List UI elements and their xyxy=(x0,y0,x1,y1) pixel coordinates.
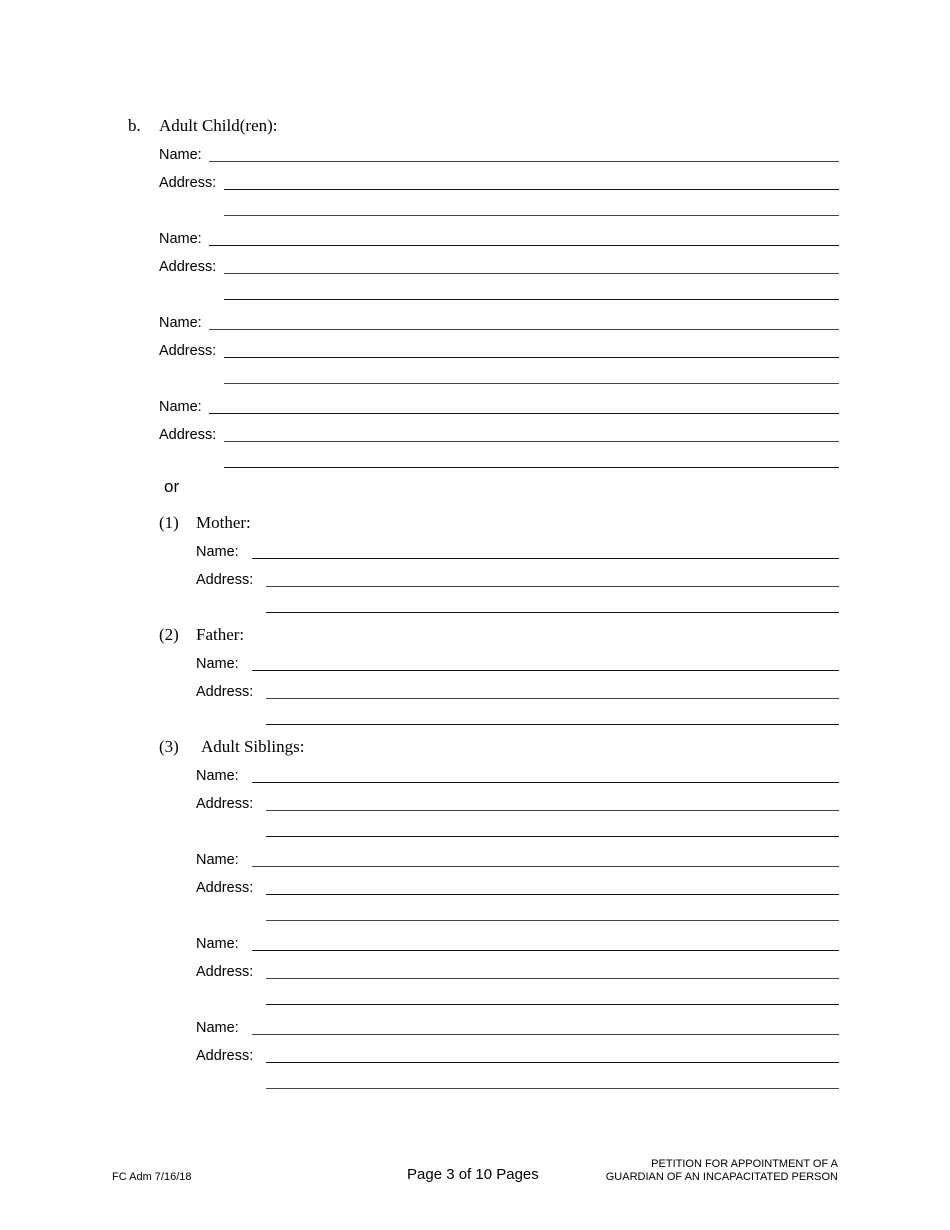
mother-name-field[interactable] xyxy=(252,558,839,559)
name-label: Name: xyxy=(159,147,202,163)
father-name-field[interactable] xyxy=(252,670,839,671)
name-label: Name: xyxy=(196,544,239,560)
sibling-4-name-row xyxy=(196,1017,839,1037)
address-label: Address: xyxy=(196,684,254,700)
name-label: Name: xyxy=(196,1020,239,1036)
child-2-address-row xyxy=(159,256,839,276)
address-label: Address: xyxy=(196,880,254,896)
child-1-address-line-2[interactable] xyxy=(224,215,839,216)
sibling-1-name-field[interactable] xyxy=(252,782,839,783)
sibling-3-name-field[interactable] xyxy=(252,950,839,951)
father-address-line-2[interactable] xyxy=(266,724,839,725)
sibling-3-name-row xyxy=(196,933,839,953)
name-label: Name: xyxy=(196,852,239,868)
father-address-field[interactable] xyxy=(266,698,839,699)
sibling-4-address-field[interactable] xyxy=(266,1062,839,1063)
sibling-2-address-field[interactable] xyxy=(266,894,839,895)
section-b-title: Adult Child(ren): xyxy=(159,116,278,135)
child-2-address-field[interactable] xyxy=(224,273,839,274)
name-label: Name: xyxy=(159,231,202,247)
name-label: Name: xyxy=(196,768,239,784)
father-number: (2) xyxy=(159,625,179,644)
footer-form-title xyxy=(606,1158,838,1184)
sibling-3-address-line-2[interactable] xyxy=(266,1004,839,1005)
siblings-number: (3) xyxy=(159,737,179,756)
address-label: Address: xyxy=(196,964,254,980)
sibling-1-name-row xyxy=(196,765,839,785)
footer-title-line-2: GUARDIAN OF AN INCAPACITATED PERSON xyxy=(605,1171,838,1183)
sibling-2-name-row xyxy=(196,849,839,869)
name-label: Name: xyxy=(196,936,239,952)
sibling-1-address-row xyxy=(196,793,839,813)
child-4-address-row xyxy=(159,424,839,444)
child-3-name-field[interactable] xyxy=(209,329,839,330)
child-2-name-field[interactable] xyxy=(209,245,839,246)
child-2-address-line-2[interactable] xyxy=(224,299,839,300)
child-3-address-field[interactable] xyxy=(224,357,839,358)
child-1-name-field[interactable] xyxy=(209,161,839,162)
sibling-2-address-row xyxy=(196,877,839,897)
child-3-name-row xyxy=(159,312,839,332)
section-b-marker: b. xyxy=(128,116,141,135)
sibling-3-address-row xyxy=(196,961,839,981)
child-2-name-row xyxy=(159,228,839,248)
address-label: Address: xyxy=(196,796,254,812)
child-4-name-field[interactable] xyxy=(209,413,839,414)
footer-title-line-1: PETITION FOR APPOINTMENT OF A xyxy=(651,1158,838,1170)
sibling-4-name-field[interactable] xyxy=(252,1034,839,1035)
child-3-address-row xyxy=(159,340,839,360)
mother-number: (1) xyxy=(159,513,179,532)
mother-address-field[interactable] xyxy=(266,586,839,587)
child-1-name-row xyxy=(159,144,839,164)
footer-form-id: FC Adm 7/16/18 xyxy=(112,1171,192,1183)
address-label: Address: xyxy=(159,427,217,443)
address-label: Address: xyxy=(159,175,217,191)
name-label: Name: xyxy=(159,399,202,415)
address-label: Address: xyxy=(196,1048,254,1064)
address-label: Address: xyxy=(159,343,217,359)
child-4-address-line-2[interactable] xyxy=(224,467,839,468)
mother-address-line-2[interactable] xyxy=(266,612,839,613)
father-address-row xyxy=(196,681,839,701)
sibling-2-address-line-2[interactable] xyxy=(266,920,839,921)
or-text: or xyxy=(164,477,180,496)
address-label: Address: xyxy=(159,259,217,275)
footer-page-number: Page 3 of 10 Pages xyxy=(407,1166,539,1183)
sibling-2-name-field[interactable] xyxy=(252,866,839,867)
child-1-address-row xyxy=(159,172,839,192)
sibling-4-address-line-2[interactable] xyxy=(266,1088,839,1089)
mother-address-row xyxy=(196,569,839,589)
child-4-address-field[interactable] xyxy=(224,441,839,442)
sibling-3-address-field[interactable] xyxy=(266,978,839,979)
father-title: Father: xyxy=(196,625,245,644)
siblings-title: Adult Siblings: xyxy=(201,737,305,756)
name-label: Name: xyxy=(196,656,239,672)
mother-name-row xyxy=(196,541,839,561)
address-label: Address: xyxy=(196,572,254,588)
sibling-1-address-field[interactable] xyxy=(266,810,839,811)
name-label: Name: xyxy=(159,315,202,331)
sibling-1-address-line-2[interactable] xyxy=(266,836,839,837)
child-3-address-line-2[interactable] xyxy=(224,383,839,384)
child-1-address-field[interactable] xyxy=(224,189,839,190)
child-4-name-row xyxy=(159,396,839,416)
mother-title: Mother: xyxy=(196,513,251,532)
father-name-row xyxy=(196,653,839,673)
sibling-4-address-row xyxy=(196,1045,839,1065)
